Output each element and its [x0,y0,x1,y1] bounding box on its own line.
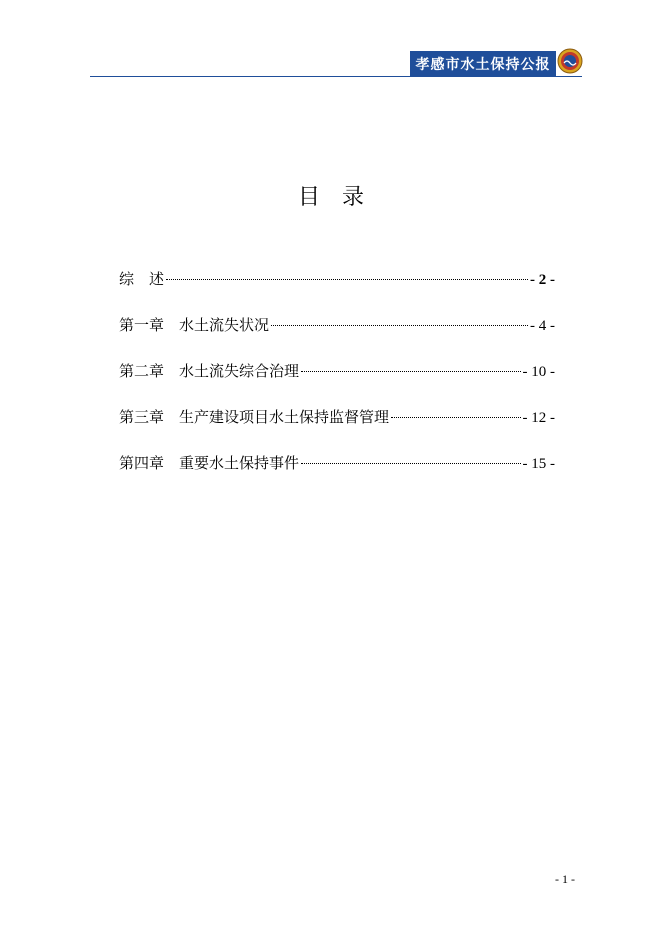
toc-entry-page: - 12 - [522,410,555,426]
toc-leader [301,463,520,464]
header-title: 孝感市水土保持公报 [415,56,551,73]
toc-entry[interactable] [119,360,555,406]
water-conservation-emblem-icon [557,48,583,74]
toc-entry-page: - 2 - [530,272,555,288]
toc-leader [166,279,528,280]
header-banner [410,51,556,76]
toc-entry-page: - 15 - [522,456,555,472]
toc-leader [391,417,520,418]
toc-entry-label: 第一章 水土流失状况 [119,318,270,334]
toc-entry-label: 第四章 重要水土保持事件 [119,456,300,472]
document-title: 目录 [297,185,386,210]
page-number: - 1 - [555,872,575,886]
toc-entry[interactable] [119,314,555,360]
toc-entry[interactable] [119,268,555,314]
toc-entry-label: 综 述 [119,272,165,288]
header-rule [90,76,582,77]
toc-entry[interactable] [119,452,555,498]
toc-leader [271,325,528,326]
toc-entry-page: - 10 - [522,364,555,380]
toc-entry-label: 第二章 水土流失综合治理 [119,364,300,380]
toc-entry-label: 第三章 生产建设项目水土保持监督管理 [119,410,390,426]
toc-entry-page: - 4 - [530,318,555,334]
toc-leader [301,371,520,372]
toc-entry[interactable] [119,406,555,452]
table-of-contents [119,268,555,498]
